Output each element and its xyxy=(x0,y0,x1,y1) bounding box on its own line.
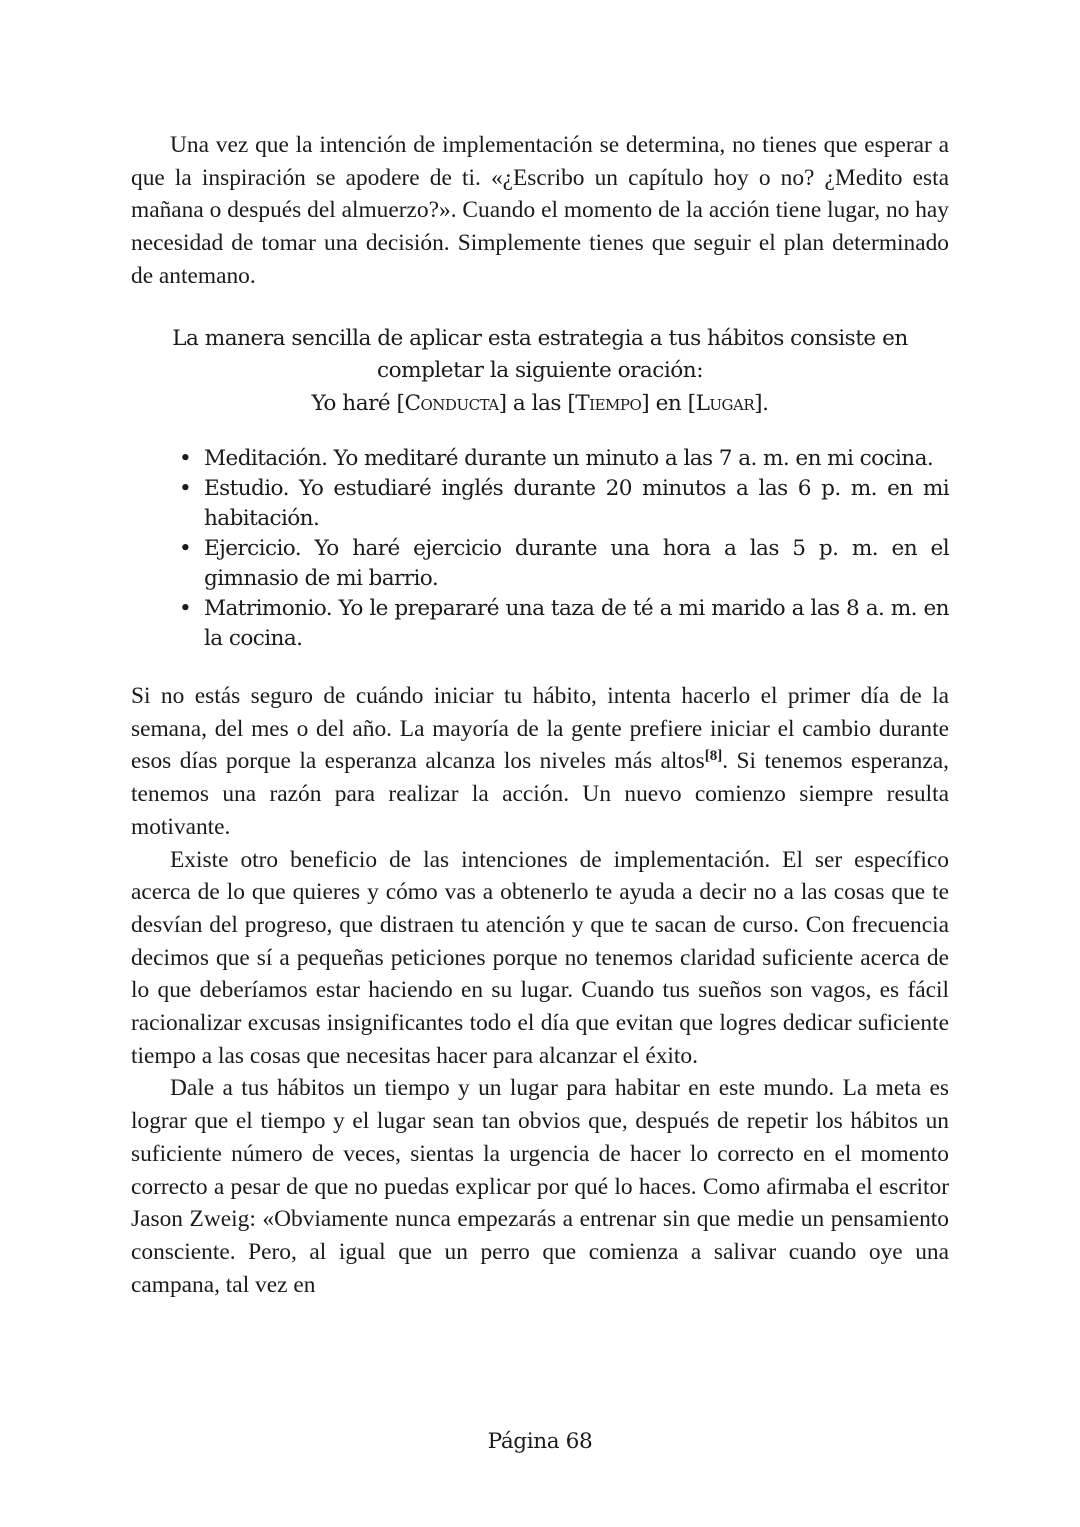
list-item-text: Meditación. Yo meditaré durante un minuto a las 7 a. m. en mi cocina. xyxy=(204,446,934,472)
bullet-icon: • xyxy=(179,596,192,622)
list-item-text: Ejercicio. Yo haré ejercicio durante una hora a las 5 p. m. en el gimnasio de mi barrio. xyxy=(204,536,949,592)
bullet-icon: • xyxy=(179,536,192,562)
page-number: Página 68 xyxy=(487,1429,593,1454)
example-list xyxy=(131,444,949,654)
formula-mid-2: ] en [ xyxy=(641,390,696,416)
paragraph-time-and-place: Dale a tus hábitos un tiempo y un lugar para habitar en este mundo. La meta es lograr que el tiempo y el lugar sean tan obvios que, después de repetir los hábitos un suficiente número de veces, sientas la urgencia de hacer lo correcto en el momento correcto a pesar de que no puedas explicar por qué lo haces. Como afirmaba el escritor Jason Zweig: «Obviamente nunca empezarás a entrenar sin que medie un pensamiento consciente. Pero, al igual que un perro que comienza a salivar cuando oye una campana, tal vez en xyxy=(131,1075,949,1298)
paragraph-start-timing-text: Si no estás seguro de cuándo iniciar tu hábito, intenta hacerlo el primer día de la semana, del mes o del año. La mayoría de la gente prefiere iniciar el cambio durante esos días porque la esperanza alcanza los niveles más altos xyxy=(131,683,949,775)
paragraph-start-timing-continuation: . Si tenemos esperanza, tenemos una razón para realizar la acción. Un nuevo comienzo siempre resulta motivante. xyxy=(131,748,949,840)
footnote-reference[interactable]: [8] xyxy=(704,748,723,765)
list-item-marriage xyxy=(179,594,949,654)
list-item-exercise xyxy=(179,534,949,594)
formula-mid-1: ] a las [ xyxy=(498,390,576,416)
list-item-study xyxy=(179,474,949,534)
formula-prefix: Yo haré [ xyxy=(311,390,405,416)
formula-place: Lugar xyxy=(695,390,755,416)
page-body xyxy=(131,129,949,1301)
strategy-callout-intro: La manera sencilla de aplicar esta estrategia a tus hábitos consiste en completar la siguiente oración: xyxy=(172,325,908,384)
formula-behavior: Conducta xyxy=(404,390,499,416)
strategy-formula xyxy=(131,388,949,421)
paragraph-other-benefit: Existe otro beneficio de las intenciones de implementación. El ser específico acerca de lo que quieres y cómo vas a obtenerlo te ayuda a decir no a las cosas que te desvían del progreso, que distraen tu atención y que te sacan de curso. Con frecuencia decimos que sí a pequeñas peticiones porque no tenemos claridad suficiente acerca de lo que deberíamos estar haciendo en su lugar. Cuando tus sueños son vagos, es fácil racionalizar excusas insignificantes todo el día que evitan que logres dedicar suficiente tiempo a las cosas que necesitas hacer para alcanzar el éxito. xyxy=(131,846,949,1069)
paragraph-implementation-intention: Una vez que la intención de implementación se determina, no tienes que esperar a que la inspiración se apodere de ti. «¿Escribo un capítulo hoy o no? ¿Medito esta mañana o después del almuerzo?». Cuando el momento de la acción tiene lugar, no hay necesidad de tomar una decisión. Simplemente tienes que seguir el plan determinado de antemano. xyxy=(131,132,949,289)
formula-time: Tiempo xyxy=(575,390,642,416)
list-item-meditation xyxy=(179,444,949,474)
paragraph-start-timing xyxy=(131,680,949,844)
bullet-icon: • xyxy=(179,476,192,502)
formula-suffix: ]. xyxy=(754,390,769,416)
list-item-text: Matrimonio. Yo le prepararé una taza de té a mi marido a las 8 a. m. en la cocina. xyxy=(204,596,949,652)
list-item-text: Estudio. Yo estudiaré inglés durante 20 minutos a las 6 p. m. en mi habitación. xyxy=(204,476,949,532)
strategy-callout xyxy=(131,323,949,421)
bullet-icon: • xyxy=(179,446,192,472)
